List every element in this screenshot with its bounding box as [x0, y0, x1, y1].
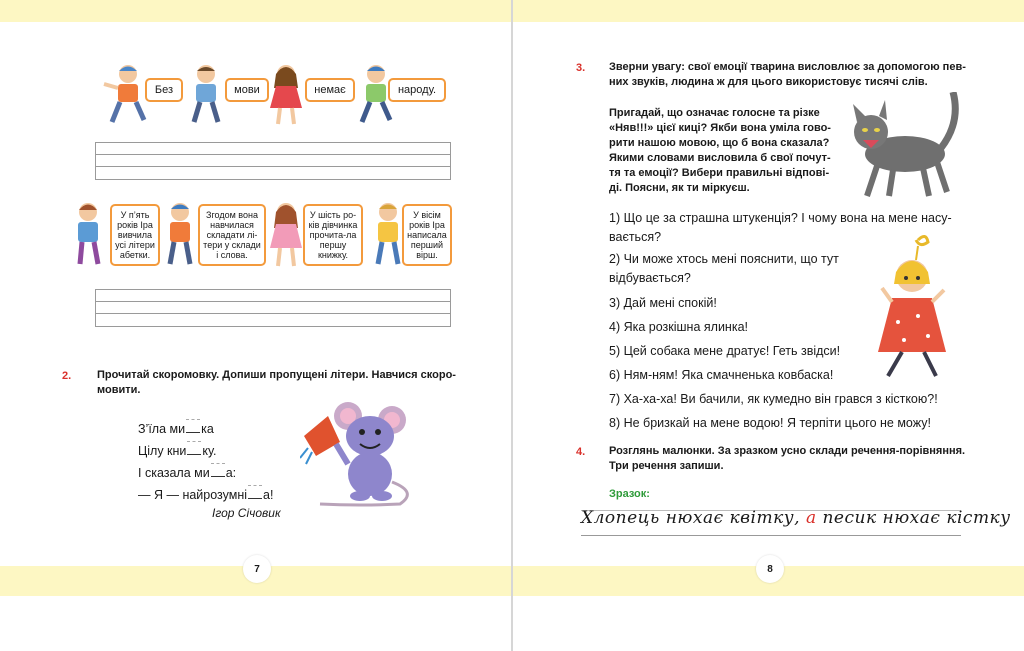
answer-option-8[interactable]: 8) Не бризкай на мене водою! Я терпіти цього не можу! [609, 416, 931, 430]
kid-illustration [378, 203, 398, 264]
right-page [513, 0, 1024, 651]
left-page [0, 0, 511, 651]
top-band [0, 0, 511, 22]
poem-line: І сказала ми а: [138, 462, 273, 484]
writing-lines[interactable] [95, 289, 451, 327]
answer-option-6[interactable]: 6) Ням-ням! Яка смачненька ковбаска! [609, 368, 834, 382]
word-label: немає [305, 78, 355, 102]
word-label: народу. [388, 78, 446, 102]
cursive-sample [581, 508, 1011, 528]
writing-lines[interactable] [95, 142, 451, 180]
letter-blank[interactable] [248, 485, 262, 499]
poem-line: Цілу кни ку. [138, 440, 273, 462]
cursive-part-1: Хлопець нюхає квітку, [581, 508, 801, 528]
kid-illustration [270, 203, 302, 266]
task-number: 3. [576, 62, 586, 74]
task-question: Пригадай, що означає голосне та різке «Няв!!!» цієї киці? Якби вона уміла гово-рити нашою мовою, що б вона сказала? Якими словами висловила б свої почут-тя та емоції? Вибери правильні відпові-ді. Поясни, як ти міркуєш. [609, 107, 831, 194]
cursive-conjunction: а [805, 508, 817, 528]
word-label: мови [225, 78, 269, 102]
girl-illustration [868, 232, 958, 382]
story-label: У шість ро-ків дівчинка прочита-ла першу книжку. [303, 204, 363, 266]
kid-illustration [270, 65, 302, 124]
task-number: 2. [62, 370, 72, 382]
cat-illustration [843, 92, 973, 200]
task-instruction: Розглянь малюнки. За зразком усно склади речення-порівняння. Три речення запиши. [609, 445, 966, 472]
tongue-twister [138, 418, 273, 506]
page-number: 7 [243, 555, 271, 583]
poem-line: З’їла ми ка [138, 418, 273, 440]
story-label: Згодом вона навчилася складати лі-тери у склади і слова. [198, 204, 266, 266]
story-label: У п’ять років Іра вивчила усі літери абетки. [110, 204, 160, 266]
task-instruction: Прочитай скоромовку. Допиши пропущені літери. Навчися скоро-мовити. [97, 369, 456, 396]
answer-option-2[interactable]: 2) Чи може хтось мені пояснити, що тут відбувається? [609, 252, 839, 285]
poem-author: Ігор Січовик [212, 506, 281, 520]
letter-blank[interactable] [187, 441, 201, 455]
task-number: 4. [576, 446, 586, 458]
kid-illustration [194, 65, 218, 122]
story-label: У вісім років Іра написала перший вірш. [402, 204, 452, 266]
letter-blank[interactable] [186, 419, 200, 433]
answer-option-4[interactable]: 4) Яка розкішна ялинка! [609, 320, 748, 334]
answer-option-5[interactable]: 5) Цей собака мене дратує! Геть звідси! [609, 344, 841, 358]
kid-illustration [170, 203, 190, 264]
answer-option-3[interactable]: 3) Дай мені спокій! [609, 296, 717, 310]
kid-illustration [362, 65, 390, 122]
kid-illustration [104, 65, 144, 122]
word-label: Без [145, 78, 183, 102]
mouse-illustration [300, 396, 420, 508]
page-number: 8 [756, 555, 784, 583]
kid-illustration [78, 203, 98, 264]
sample-label: Зразок: [609, 488, 650, 500]
cursive-part-2: песик нюхає кістку [822, 508, 1011, 528]
task-intro: Зверни увагу: свої емоції тварина висловлює за допомогою пев-них звуків, людина ж для цього використовує тисячі слів. [609, 61, 966, 88]
top-band [513, 0, 1024, 22]
answer-option-7[interactable]: 7) Ха-ха-ха! Ви бачили, як кумедно він грався з кісткою?! [609, 392, 938, 406]
letter-blank[interactable] [211, 463, 225, 477]
poem-line: — Я — найрозумні а! [138, 484, 273, 506]
answer-option-1[interactable]: 1) Що це за страшна штукенція? І чому вона на мене насу-вається? [609, 211, 952, 244]
